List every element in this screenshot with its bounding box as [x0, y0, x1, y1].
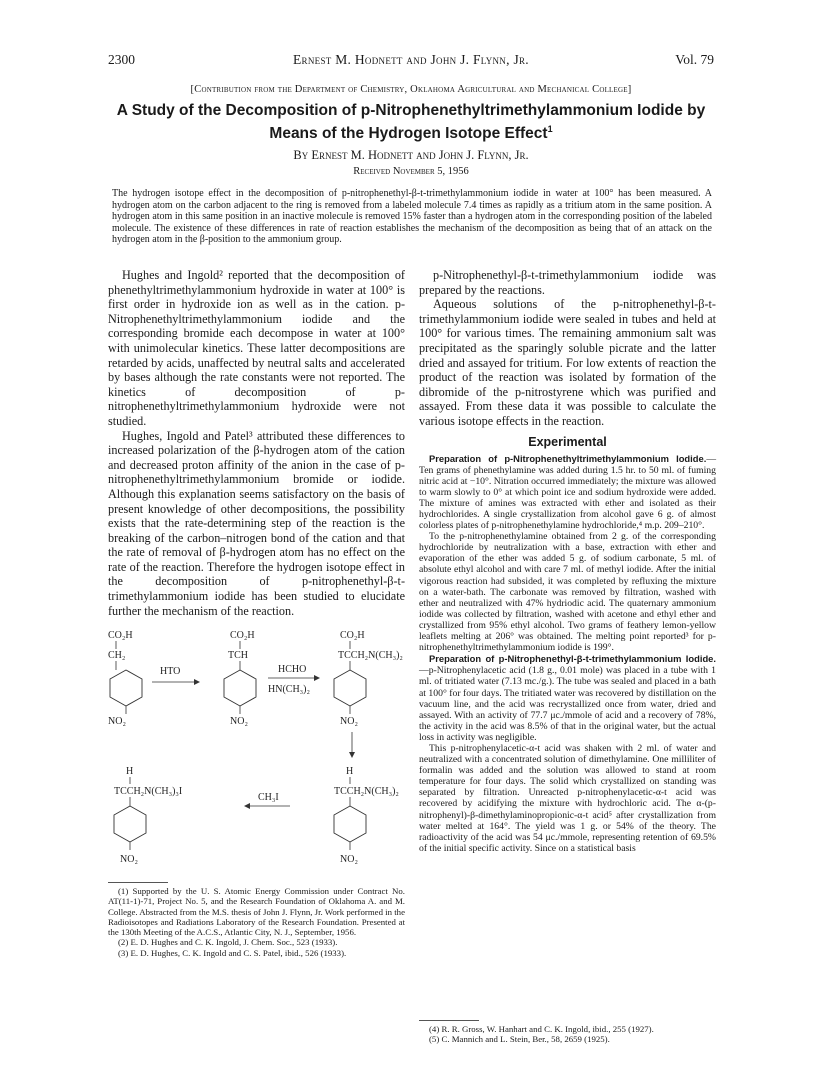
- arrow2-reagent-top: HCHO: [278, 664, 307, 675]
- arrow2-reagent-bottom: HN(CH₃)₂: [268, 684, 310, 695]
- compound1-ch2: CH₂: [108, 650, 126, 661]
- compound5-no2: NO₂: [120, 854, 138, 865]
- footnote-2: (2) E. D. Hughes and C. K. Ingold, J. Chem. Soc., 523 (1933).: [118, 937, 338, 948]
- running-head-authors: Ernest M. Hodnett and John J. Flynn, Jr.: [293, 52, 529, 67]
- received-date: Received November 5, 1956: [353, 166, 469, 177]
- volume-number: Vol. 79: [675, 52, 714, 67]
- arrow1-reagent: HTO: [160, 666, 181, 677]
- compound5-h: H: [126, 766, 134, 777]
- footnote-4: (4) R. R. Gross, W. Hanhart and C. K. Ingold, ibid., 255 (1927).: [429, 1024, 654, 1034]
- compound3-tcch2n: TCCH₂N(CH₃)₂: [338, 650, 403, 661]
- experimental-paragraph-2: To the p-nitrophenethylamine obtained from 2 g. of the corresponding hydrochloride by neutralization with a base, extraction with ether and evaporation of the ether was added 5 g. of sodium carbonate, 5 ml. of absolute ethyl alcohol and with care 7 ml. of methyl iodide. After the initial vigorous reaction had subsided, it was completed by refluxing the mixture on a water-bath. The carbonate was removed by filtration, washed with ether and neutralized with 47% hydriodic acid. The quaternary ammonium iodide was collected by filtration, washed with acetone and ethyl ether and crystallized from 95% ethyl alcohol. Two grams of feathery lemon-yellow leaflets melting at 206° was obtained. The melting point reported³ for p-nitrophenethyltrimethylammonium iodide is 199°.: [419, 531, 716, 654]
- experimental-section: [419, 453, 716, 854]
- reaction-scheme: [108, 628, 408, 878]
- experimental-paragraph-3: [419, 653, 716, 743]
- compound5-tcch2n: TCCH₂N(CH₃)₃I: [114, 786, 183, 797]
- compound1-ring: [110, 670, 142, 706]
- footnote-1: (1) Supported by the U. S. Atomic Energy Commission under Contract No. AT(11-1)-71, Project No. 5, and the Research Foundation of Oklahoma A. and M. College. Abstracted from the M.S. thesis of John J. Flynn, Jr. Work performed in the Radioisotopes and Radiations Laboratory of the Research Foundation. Presented at the 130th Meeting of the A.C.S., Atlantic City, N. J., September, 1956.: [108, 886, 405, 938]
- title-line-2: [108, 120, 714, 143]
- footnote-5: (5) C. Mannich and L. Stein, Ber., 58, 2659 (1925).: [429, 1034, 610, 1045]
- running-head: [108, 52, 714, 70]
- compound2-no2: NO₂: [230, 716, 248, 727]
- compound2-tch: TCH: [228, 650, 248, 661]
- left-paragraph-1: Hughes and Ingold² reported that the decomposition of phenethyltrimethylammonium hydroxide in water at 100° is first order in hydroxide ion as well as in the cation. p-Nitrophenethyltrimethylammonium iodide and the corresponding bromide each decompose in water at 100° with unimolecular kinetics. These latter decompositions are retarded by acids, unaffected by neutral salts and accelerated by bases although the rate constants were not reported. The kinetics of decomposition of p-nitrophenethyltrimethylammonium hydroxide were not studied.: [108, 268, 405, 428]
- left-column: [108, 268, 405, 618]
- page-number: 2300: [108, 52, 135, 67]
- arrow3-reagent: CH₃I: [258, 792, 279, 803]
- compound2-ring: [224, 670, 256, 706]
- compound5-ring: [114, 806, 146, 842]
- compound1-no2: NO₂: [108, 716, 126, 727]
- exp3-body: —p-Nitrophenylacetic acid (1.8 g., 0.01 mole) was placed in a tube with 1 ml. of tritiated water (7.13 mc./g.). The tube was sealed and placed in a bath at 100° for four days. The tritiated water was recovered by distillation on the vacuum line, and the acid was recrystallized once from water, dried and assayed. With an activity of 77.7 μc./mmole of acid and a recovery of 78%, the activity in the acid was 8.5% of that in the original water, but the actual loss in activity was negligible.: [419, 665, 716, 743]
- compound3-ring: [334, 670, 366, 706]
- compound4-ring: [334, 806, 366, 842]
- right-paragraph-1: p-Nitrophenethyl-β-t-trimethylammonium iodide was prepared by the reactions.: [419, 268, 716, 297]
- left-paragraph-2: Hughes, Ingold and Patel³ attributed these differences to increased polarization of the β-hydrogen atom of the cation and decreased proton affinity of the anion in the case of p-nitrophenethyltrimethylammonium bromide or iodide. Although this explanation seems satisfactory on the basis of present knowledge of other decompositions, the possibility exists that the rate-determining step of the reaction is the breaking of the carbon–nitrogen bond of the cation and that the rate of removal of β-hydrogen atom has no effect on the rate of the reaction. Therefore the hydrogen isotope effect in the decomposition of p-nitrophenethyl-β-t-trimethylammonium iodide has been studied to elucidate further the mechanism of the reaction.: [108, 428, 405, 618]
- right-footnotes: [419, 1018, 716, 1045]
- compound4-h: H: [346, 766, 354, 777]
- compound2-co2h: CO₂H: [230, 630, 255, 641]
- footnote-rule: [108, 882, 168, 883]
- section-heading-experimental: Experimental: [528, 434, 607, 449]
- title-line-1: A Study of the Decomposition of p-Nitrophenethyltrimethylammonium Iodide by: [116, 102, 706, 119]
- left-body: [108, 268, 405, 618]
- right-column: [419, 268, 716, 854]
- scheme-row-2: [114, 766, 399, 865]
- experimental-paragraph-1: [419, 453, 716, 532]
- left-footnotes: [108, 880, 405, 958]
- exp3-runin-heading: Preparation of p-Nitrophenethyl-β-t-trimethylammonium Iodide.: [429, 653, 716, 665]
- contribution-line: [Contribution from the Department of Chemistry, Oklahoma Agricultural and Mechanical College]: [190, 84, 632, 95]
- footnote-3: (3) E. D. Hughes, C. K. Ingold and C. S. Patel, ibid., 526 (1933).: [118, 947, 347, 958]
- right-body: [419, 268, 716, 429]
- abstract: The hydrogen isotope effect in the decomposition of p-nitrophenethyl-β-t-trimethylammonium iodide in water at 100° has been measured. A hydrogen atom on the carbon adjacent to the ring is removed from a labeled molecule 7.4 times as rapidly as a tritium atom in the same position. A hydrogen atom in this same position in an inactive molecule is removed 15% faster than a hydrogen atom in the corresponding position of the labeled molecule. The existence of these differences in rate of reaction establishes the mechanism of the decomposition as being that of an attack on the hydrogen atom in the β-position to the ammonium group.: [112, 188, 712, 246]
- compound4-tcch2n: TCCH₂N(CH₃)₂: [334, 786, 399, 797]
- experimental-paragraph-4: This p-nitrophenylacetic-α-t acid was shaken with 2 ml. of water and neutralized with a concentrated solution of dimethylamine. One milliliter of formalin was added and the solution was allowed to stand at room temperature for four days. The solid which crystallized on standing was separated by filtration. Unreacted p-nitrophenylacetic-α-t acid was recovered by acidifying the mixture with hydrochloric acid. The α-(p-nitrophenyl)-β-dimethylaminopropionic-α-t acid⁵ after crystallization from water melted at 164°. The yield was 1 g. or 54% of the theory. The radioactivity of the acid was 54 μc./mmole, representing retention of 69.5% of the initial specific activity. Since on a statistical basis: [419, 742, 716, 854]
- exp1-body: —Ten grams of phenethylamine was added during 1.5 hr. to 50 ml. of fuming nitric acid at −10°. Nitration occurred immediately; the mixture was allowed to warm slowly to 0° at which point ice and sodium hydroxide were added. The mixture of amines was extracted with ether and isolated as their hydrochlorides. A single crystallization from alcohol gave 6 g. of almost colorless plates of p-nitrophenethylamine hydrochloride,⁴ m.p. 209–210°.: [419, 453, 716, 532]
- title-footnote-mark: 1: [547, 124, 553, 134]
- exp1-runin-heading: Preparation of p-Nitrophenethyltrimethylammonium Iodide.: [429, 452, 707, 464]
- compound3-no2: NO₂: [340, 716, 358, 727]
- right-paragraph-2: Aqueous solutions of the p-nitrophenethyl-β-t-trimethylammonium iodide were sealed in tubes and held at 100° for various times. The remaining ammonium salt was precipitated as the sparingly soluble picrate and the latter dried and assayed for tritium. For low extents of reaction the product of the reaction was isolated by formation of the dibromide of the p-nitrostyrene which was purified and assayed. From these data it was possible to calculate the various isotope effects in the reaction.: [419, 297, 716, 428]
- compound3-co2h: CO₂H: [340, 630, 365, 641]
- footnote-rule-right: [419, 1020, 479, 1021]
- compound1-co2h: CO₂H: [108, 630, 133, 641]
- article-title: [108, 102, 714, 143]
- title-line-2-text: Means of the Hydrogen Isotope Effect: [269, 125, 548, 143]
- compound4-no2: NO₂: [340, 854, 358, 865]
- scheme-row-1: [108, 630, 403, 758]
- byline: By Ernest M. Hodnett and John J. Flynn, Jr.: [293, 148, 529, 162]
